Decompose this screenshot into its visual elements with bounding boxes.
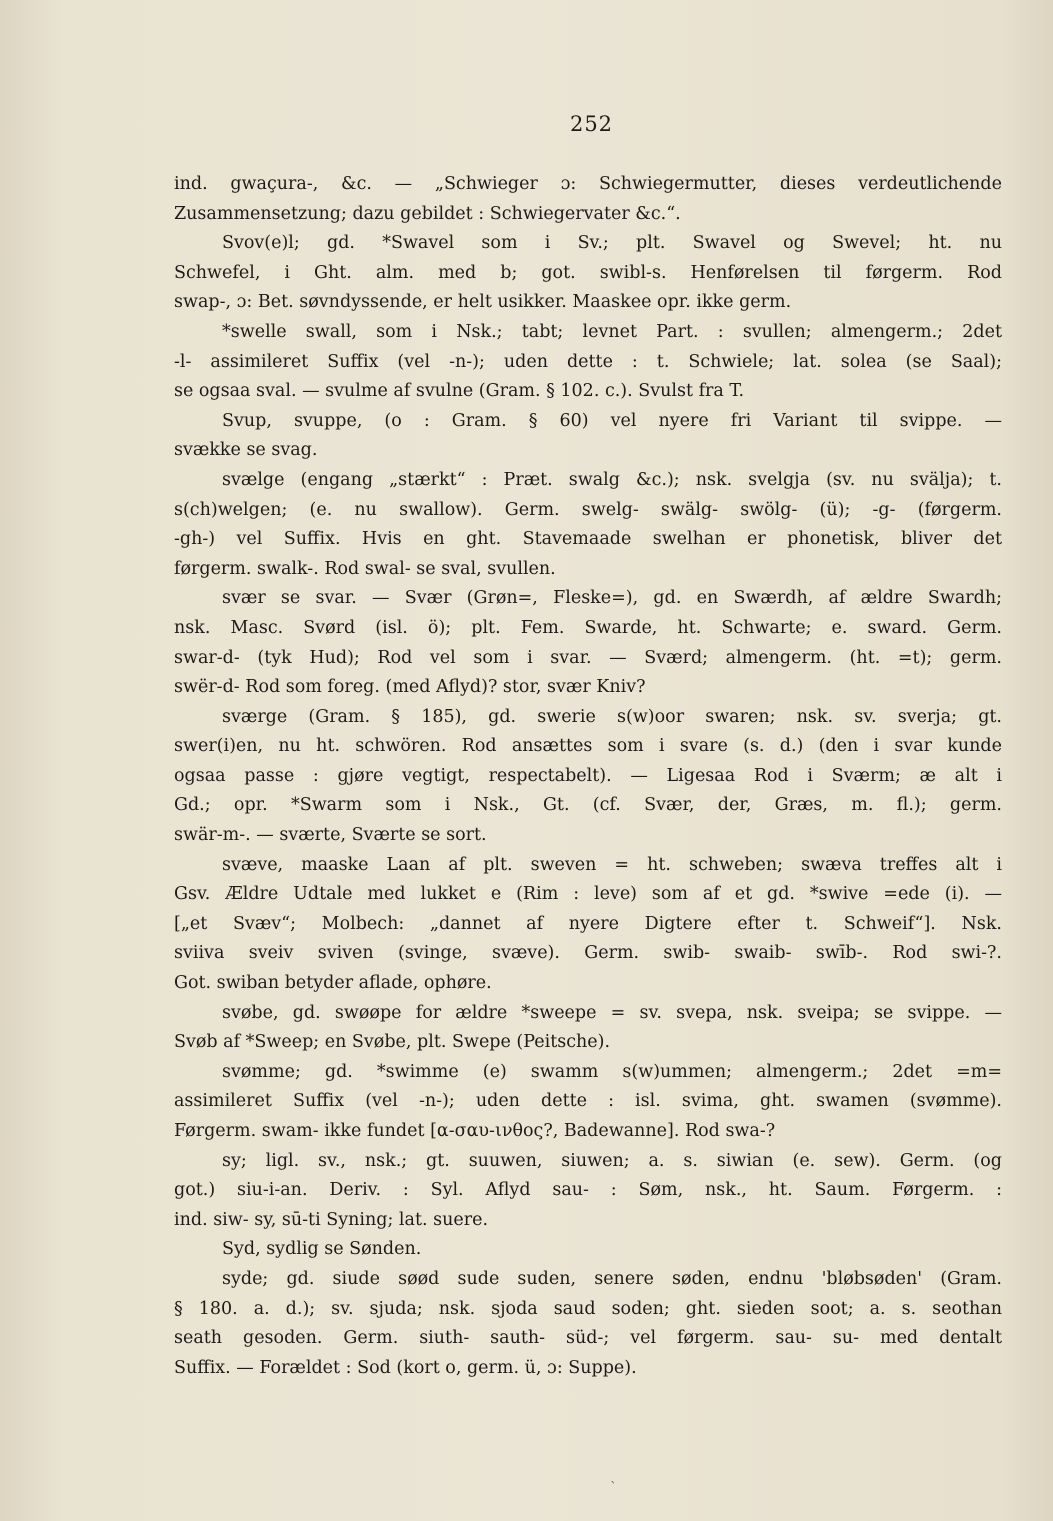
- text-line: assimileret Suffix (vel -n-); uden dette : isl. svima, ght. swamen (svømme).: [174, 1091, 1002, 1112]
- text-line: svømme; gd. *swimme (e) swamm s(w)ummen; almengerm.; 2det =m=: [222, 1061, 1002, 1082]
- text-line: swar-d- (tyk Hud); Rod vel som i svar. — Sværd; almengerm. (ht. =t); germ.: [174, 647, 1002, 668]
- text-line: *swelle swall, som i Nsk.; tabt; levnet Part. : svullen; almengerm.; 2det: [222, 321, 1002, 342]
- text-line: Gsv. Ældre Udtale med lukket e (Rim : leve) som af et gd. *swive =ede (i). —: [174, 884, 1002, 905]
- text-line: -l- assimileret Suffix (vel -n-); uden dette : t. Schwiele; lat. solea (se Saal);: [174, 351, 1002, 372]
- text-line: -gh-) vel Suffix. Hvis en ght. Stavemaade swelhan er phonetisk, bliver det: [174, 529, 1002, 550]
- text-line: Svov(e)l; gd. *Swavel som i Sv.; plt. Swavel og Swevel; ht. nu: [222, 233, 1002, 254]
- text-line: svæve, maaske Laan af plt. sweven = ht. schweben; swæva treffes alt i: [222, 854, 1002, 875]
- text-line: Gd.; opr. *Swarm som i Nsk., Gt. (cf. Svær, der, Græs, m. fl.); germ.: [174, 795, 1002, 816]
- text-line: ind. siw- sy, sū-ti Syning; lat. suere.: [174, 1209, 489, 1230]
- text-line: [„et Svæv“; Molbech: „dannet af nyere Digtere efter t. Schweif“]. Nsk.: [174, 913, 1002, 934]
- text-line: Schwefel, i Ght. alm. med b; got. swibl-s. Henførelsen til førgerm. Rod: [174, 262, 1002, 283]
- dictionary-body: [174, 170, 1002, 1383]
- text-line: Syd, sydlig se Sønden.: [222, 1239, 422, 1260]
- text-line: syde; gd. siude søød sude suden, senere søden, endnu 'bløbsøden' (Gram.: [222, 1268, 1002, 1289]
- text-line: nsk. Masc. Svørd (isl. ö); plt. Fem. Swarde, ht. Schwarte; e. sward. Germ.: [174, 617, 1002, 638]
- text-line: Got. swiban betyder aflade, ophøre.: [174, 973, 492, 994]
- text-line: seath gesoden. Germ. siuth- sauth- süd-; vel førgerm. sau- su- med dentalt: [174, 1328, 1002, 1349]
- text-line: Zusammensetzung; dazu gebildet : Schwiegervater &c.“.: [174, 203, 681, 224]
- text-line: ind. gwaçura-, &c. — „Schwieger ɔ: Schwiegermutter, dieses verdeutlichende: [174, 174, 1002, 194]
- text-line: § 180. a. d.); sv. sjuda; nsk. sjoda saud soden; ght. sieden soot; a. s. seothan: [174, 1298, 1002, 1319]
- text-line: ogsaa passe : gjøre vegtigt, respectabelt). — Ligesaa Rod i Sværm; æ alt i: [174, 765, 1002, 786]
- text-line: førgerm. swalk-. Rod swal- se sval, svullen.: [174, 558, 556, 579]
- text-line: svælge (engang „stærkt“ : Præt. swalg &c.); nsk. svelgja (sv. nu svälja); t.: [222, 469, 1002, 490]
- text-line: swap-, ɔ: Bet. søvndyssende, er helt usikker. Maaskee opr. ikke germ.: [174, 292, 792, 313]
- text-line: Svøb af *Sweep; en Svøbe, plt. Swepe (Peitsche).: [174, 1032, 611, 1053]
- text-line: sviiva sveiv sviven (svinge, svæve). Germ. swib- swaib- swīb-. Rod swi-?.: [174, 943, 1002, 964]
- text-line: s(ch)welgen; (e. nu swallow). Germ. swelg- swälg- swölg- (ü); -g- (førgerm.: [174, 499, 1002, 520]
- text-line: svær se svar. — Svær (Grøn=, Fleske=), gd. en Swærdh, af ældre Swardh;: [222, 588, 1002, 609]
- text-line: got.) siu-i-an. Deriv. : Syl. Aflyd sau- : Søm, nsk., ht. Saum. Førgerm. :: [174, 1180, 1002, 1201]
- page-number: 252: [569, 112, 614, 136]
- text-line: svække se svag.: [174, 440, 318, 461]
- text-line: sværge (Gram. § 185), gd. swerie s(w)oor swaren; nsk. sv. sverja; gt.: [222, 706, 1002, 727]
- text-line: Svup, svuppe, (o : Gram. § 60) vel nyere fri Variant til svippe. —: [222, 410, 1002, 431]
- text-line: Førgerm. swam- ikke fundet [α-σαυ-ινθος?, Badewanne]. Rod swa-?: [174, 1121, 776, 1141]
- text-line: swär-m-. — sværte, Sværte se sort.: [174, 825, 487, 846]
- text-line: se ogsaa sval. — svulme af svulne (Gram. § 102. c.). Svulst fra T.: [174, 381, 745, 402]
- text-line: swer(i)en, nu ht. schwören. Rod ansættes som i svare (s. d.) (den i svar kunde: [174, 736, 1002, 757]
- stray-ink-mark: `: [610, 1480, 617, 1496]
- text-line: svøbe, gd. swøøpe for ældre *sweepe = sv. svepa, nsk. sveipa; se svippe. —: [222, 1002, 1002, 1023]
- text-line: sy; ligl. sv., nsk.; gt. suuwen, siuwen; a. s. siwian (e. sew). Germ. (og: [222, 1150, 1002, 1171]
- text-line: swër-d- Rod som foreg. (med Aflyd)? stor, svær Kniv?: [174, 677, 646, 698]
- text-line: Suffix. — Forældet : Sod (kort o, germ. ü, ɔ: Suppe).: [174, 1357, 637, 1378]
